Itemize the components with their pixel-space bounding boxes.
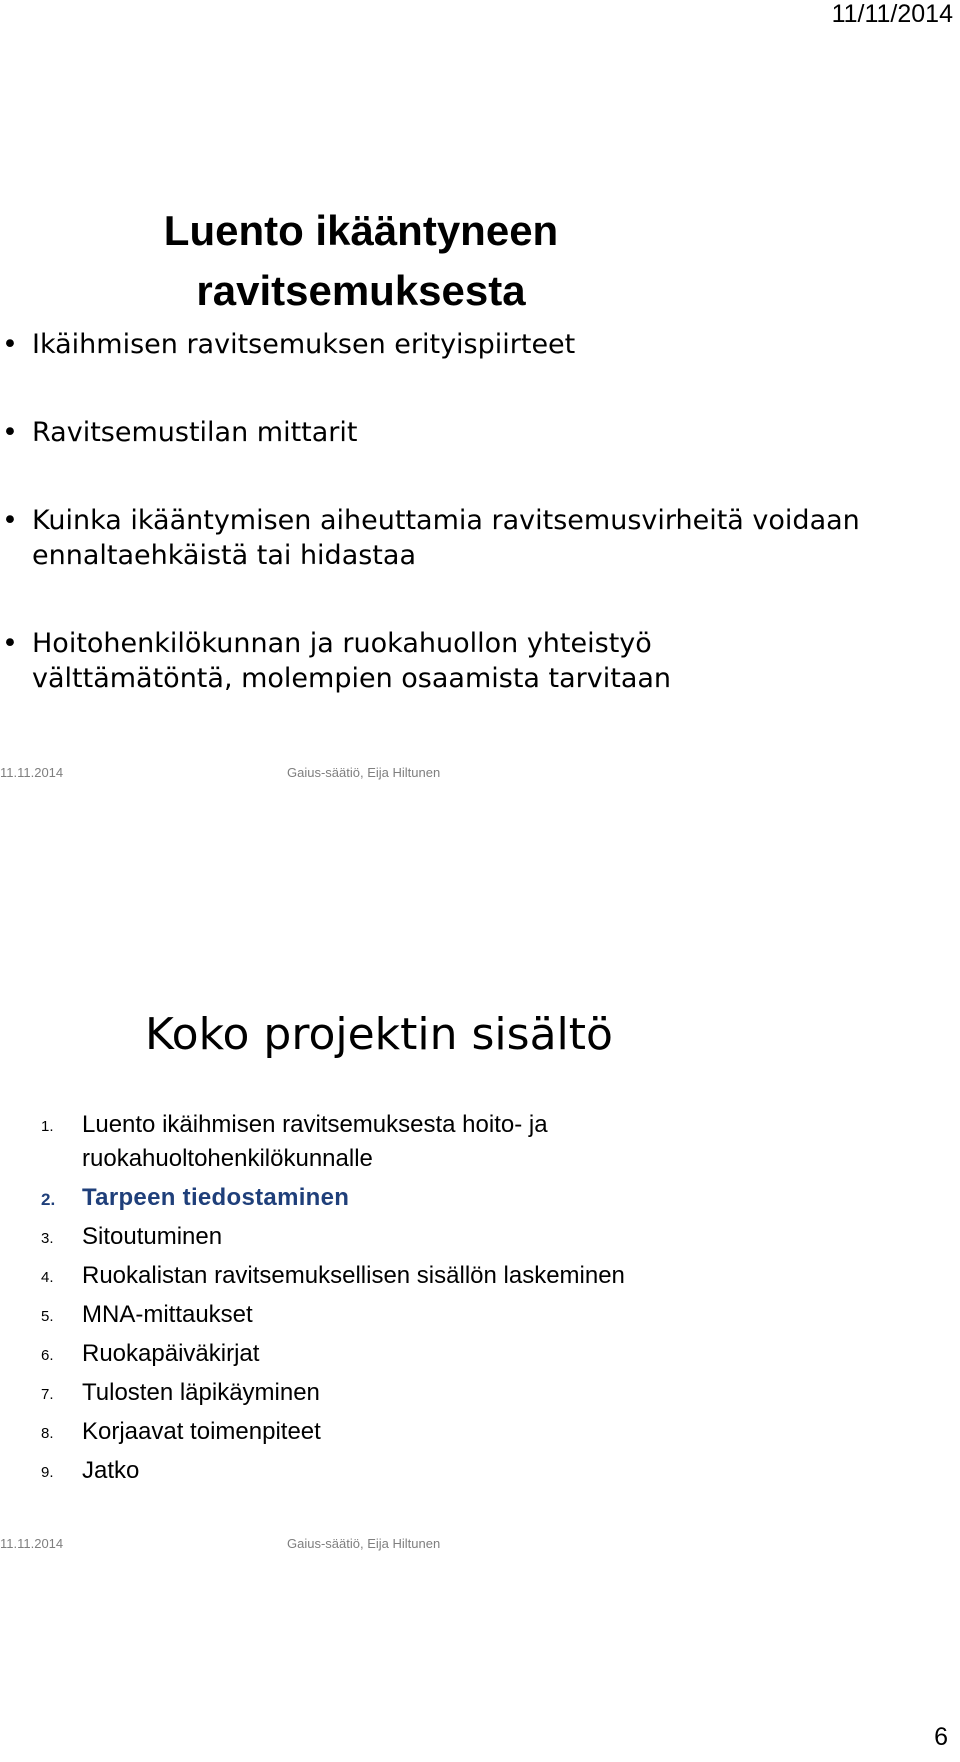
slide1-title: Luento ikääntyneen ravitsemuksesta — [163, 207, 559, 314]
slide2-numbered-list — [0, 1108, 760, 1488]
bullet-item — [0, 415, 860, 450]
bullet-item — [0, 626, 860, 696]
item-number: 2. — [41, 1190, 56, 1209]
list-item-highlighted — [0, 1181, 760, 1215]
bullet-text: Kuinka ikääntymisen aiheuttamia ravitsemusvirheitä voidaan ennaltaehkäistä tai hidastaa — [32, 505, 860, 571]
item-text: Tarpeen tiedostaminen — [82, 1184, 350, 1211]
list-item — [0, 1298, 760, 1332]
item-number: 8. — [41, 1425, 54, 1442]
list-item — [0, 1454, 760, 1488]
item-text: Luento ikäihmisen ravitsemuksesta hoito- ja ruokahuoltohenkilökunnalle — [82, 1111, 548, 1172]
bullet-text: Hoitohenkilökunnan ja ruokahuollon yhteistyö välttämätöntä, molempien osaamista tarvitaan — [32, 628, 672, 694]
list-item — [0, 1108, 760, 1176]
page-number: 6 — [934, 1723, 948, 1751]
item-text: Korjaavat toimenpiteet — [82, 1418, 321, 1445]
item-number: 3. — [41, 1230, 54, 1247]
bullet-icon: • — [2, 628, 18, 659]
bullet-text: Ikäihmisen ravitsemuksen erityispiirteet — [32, 329, 576, 360]
item-text: MNA-mittaukset — [82, 1301, 253, 1328]
item-text: Jatko — [82, 1457, 140, 1484]
list-item — [0, 1259, 760, 1293]
slide2-title: Koko projektin sisältö — [145, 1009, 613, 1060]
list-item — [0, 1376, 760, 1410]
list-item — [0, 1337, 760, 1371]
item-number: 6. — [41, 1347, 54, 1364]
bullet-item — [0, 503, 860, 573]
item-text: Sitoutuminen — [82, 1223, 223, 1250]
item-number: 5. — [41, 1308, 54, 1325]
item-number: 1. — [41, 1118, 54, 1135]
slide1-footer-org: Gaius-säätiö, Eija Hiltunen — [287, 765, 441, 780]
slide1-bullet-list — [0, 327, 860, 749]
item-number: 9. — [41, 1464, 54, 1481]
bullet-icon: • — [2, 417, 18, 448]
slide1-footer-date: 11.11.2014 — [0, 765, 64, 780]
slide2-footer-org: Gaius-säätiö, Eija Hiltunen — [287, 1536, 441, 1551]
item-number: 7. — [41, 1386, 54, 1403]
page-date: 11/11/2014 — [831, 0, 953, 28]
item-text: Ruokalistan ravitsemuksellisen sisällön laskeminen — [82, 1262, 625, 1289]
bullet-text: Ravitsemustilan mittarit — [32, 417, 358, 448]
bullet-icon: • — [2, 329, 18, 360]
item-number: 4. — [41, 1269, 54, 1286]
slide2-footer-date: 11.11.2014 — [0, 1536, 64, 1551]
item-text: Ruokapäiväkirjat — [82, 1340, 260, 1367]
bullet-item — [0, 327, 860, 362]
list-item — [0, 1415, 760, 1449]
bullet-icon: • — [2, 505, 18, 536]
item-text: Tulosten läpikäyminen — [82, 1379, 320, 1406]
list-item — [0, 1220, 760, 1254]
